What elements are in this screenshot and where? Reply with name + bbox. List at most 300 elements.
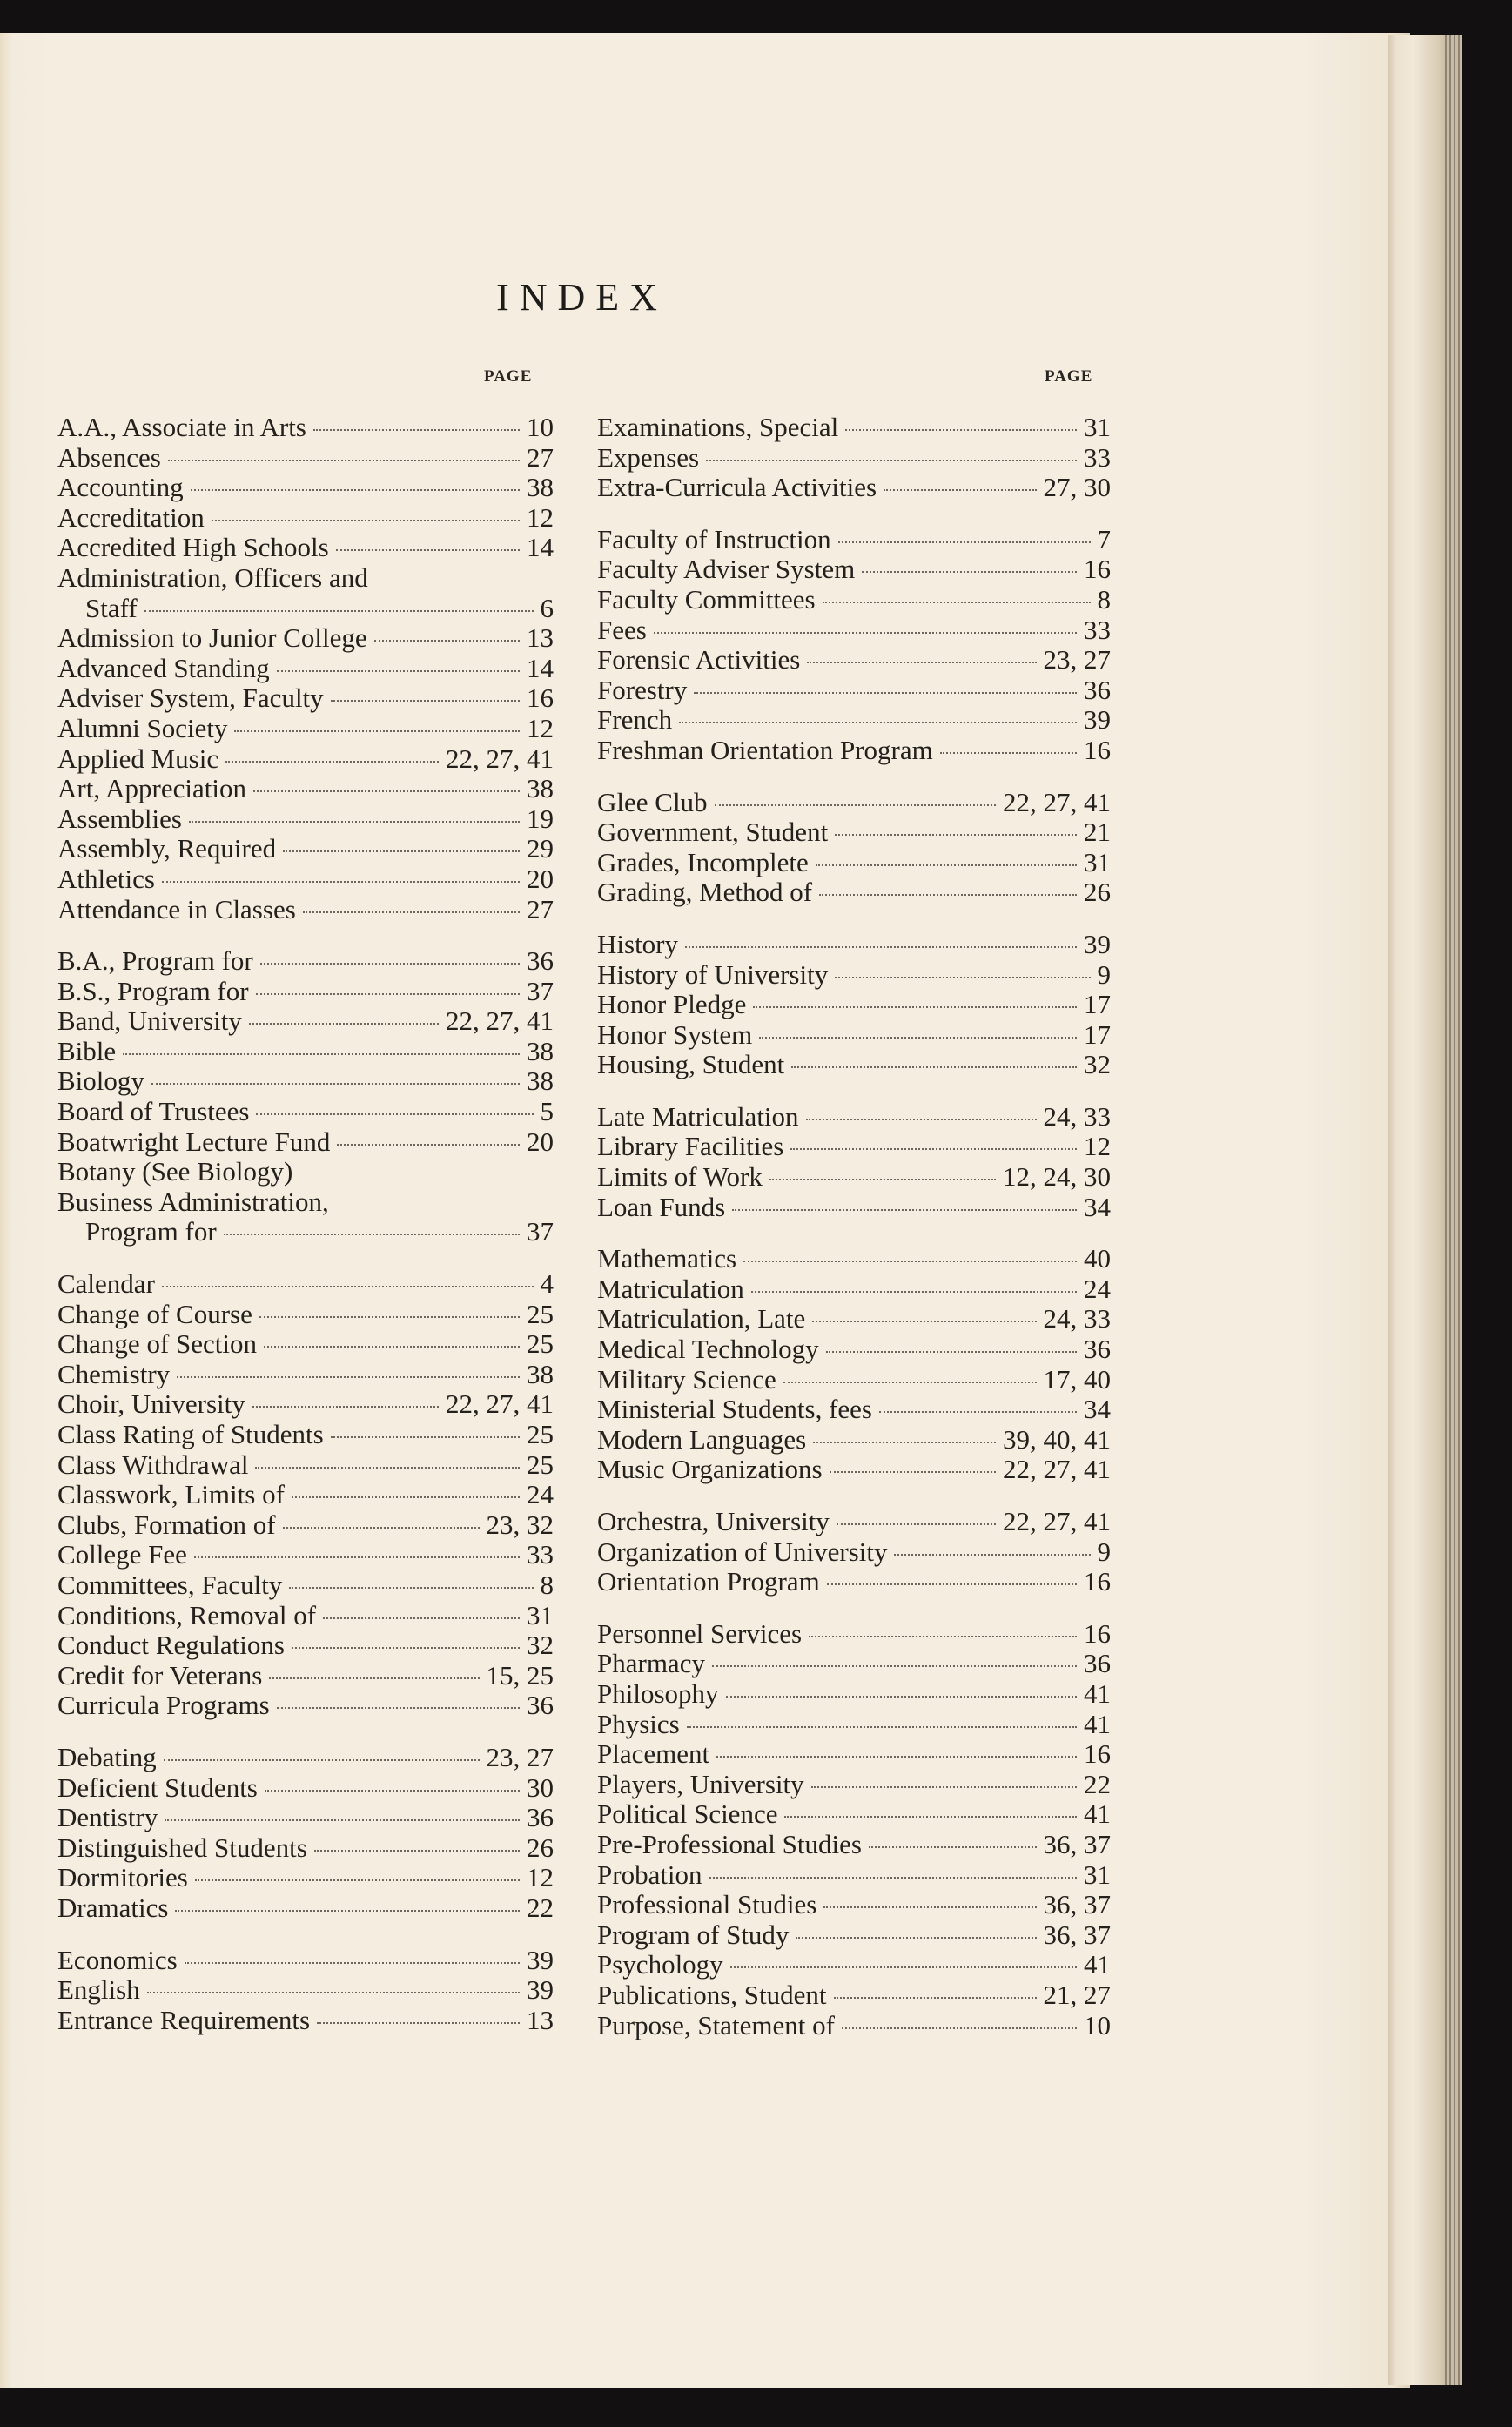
dot-leader	[225, 761, 439, 763]
index-entry	[597, 1619, 1111, 1650]
dot-leader	[812, 1321, 1036, 1322]
dot-leader	[687, 1726, 1077, 1728]
index-term: Philosophy	[597, 1677, 719, 1709]
index-term: Faculty Committees	[597, 583, 816, 615]
index-entry	[57, 503, 554, 534]
dot-leader	[283, 850, 520, 852]
index-entry	[57, 977, 554, 1007]
index-entry	[57, 1510, 554, 1541]
page-numbers: 25	[527, 1298, 554, 1329]
index-entry	[597, 1335, 1111, 1365]
index-term: Staff	[85, 592, 138, 623]
index-term: Organization of University	[597, 1536, 888, 1567]
dot-leader	[303, 911, 520, 913]
dot-leader	[283, 1527, 480, 1529]
index-letter-group	[597, 1507, 1111, 1597]
page-numbers: 38	[527, 1035, 554, 1066]
page-numbers: 27	[527, 441, 554, 473]
index-term: Grading, Method of	[597, 877, 813, 908]
page-numbers: 39, 40, 41	[1003, 1423, 1111, 1455]
index-term: Assemblies	[57, 803, 182, 834]
page-numbers: 32	[1084, 1049, 1111, 1080]
index-entry	[57, 1269, 554, 1300]
index-term: Psychology	[597, 1949, 723, 1980]
index-entry	[597, 1799, 1111, 1830]
index-term: Dramatics	[57, 1892, 169, 1923]
page-numbers: 12	[527, 1862, 554, 1893]
index-entry	[57, 1360, 554, 1390]
dot-leader	[862, 571, 1077, 573]
page-numbers: 39	[1084, 704, 1111, 736]
page-numbers: 12	[1084, 1131, 1111, 1162]
index-term: Late Matriculation	[597, 1100, 799, 1132]
page-numbers: 30	[527, 1772, 554, 1803]
index-term: B.A., Program for	[57, 945, 253, 977]
dot-leader	[743, 1261, 1077, 1262]
index-term: Distinguished Students	[57, 1832, 307, 1863]
index-term: Dormitories	[57, 1862, 188, 1893]
page-numbers: 32	[527, 1630, 554, 1661]
index-term: Conditions, Removal of	[57, 1599, 317, 1630]
index-term: Applied Music	[57, 743, 219, 774]
index-entry	[57, 413, 554, 443]
dot-leader	[191, 489, 520, 491]
index-entry	[597, 615, 1111, 646]
index-term: English	[57, 1974, 140, 2006]
page-numbers: 25	[527, 1419, 554, 1449]
page-numbers: 15, 25	[486, 1659, 554, 1691]
page-numbers: 33	[1084, 614, 1111, 645]
index-entry	[597, 413, 1111, 443]
page-numbers: 37	[527, 1216, 554, 1247]
dot-leader	[165, 1819, 520, 1821]
page-numbers: 4	[540, 1268, 554, 1300]
index-term: Deficient Students	[57, 1772, 258, 1803]
index-entry	[57, 744, 554, 775]
index-entry	[57, 1601, 554, 1631]
dot-leader	[845, 429, 1077, 431]
page-numbers: 9	[1097, 958, 1111, 990]
index-entry	[57, 1691, 554, 1721]
page-numbers: 24, 33	[1043, 1100, 1111, 1132]
index-term: Freshman Orientation Program	[597, 734, 933, 765]
index-entry	[597, 1679, 1111, 1710]
dot-leader	[256, 993, 520, 995]
dot-leader	[252, 1406, 439, 1408]
page-numbers: 14	[527, 532, 554, 563]
page-numbers: 22, 27, 41	[1003, 1454, 1111, 1485]
index-entry	[57, 443, 554, 474]
dot-leader	[726, 1696, 1077, 1698]
page-numbers: 22, 27, 41	[1003, 786, 1111, 817]
dot-leader	[813, 1442, 996, 1443]
page-numbers: 41	[1084, 1708, 1111, 1739]
dot-leader	[277, 1707, 520, 1709]
index-term: Botany (See Biology)	[57, 1156, 293, 1187]
index-term: Assembly, Required	[57, 833, 277, 864]
dot-leader	[331, 700, 520, 702]
dot-leader	[175, 1910, 520, 1912]
dot-leader	[269, 1677, 479, 1679]
index-term: Art, Appreciation	[57, 773, 246, 804]
index-entry	[57, 1480, 554, 1510]
page-numbers: 22, 27, 41	[446, 1388, 554, 1420]
dot-leader	[255, 1467, 520, 1469]
index-term: Players, University	[597, 1768, 804, 1799]
index-entry	[597, 990, 1111, 1020]
page-column-label-left: PAGE	[484, 367, 533, 386]
index-term: Faculty of Instruction	[597, 523, 831, 555]
page-numbers: 10	[1084, 2009, 1111, 2040]
page-numbers: 38	[527, 1358, 554, 1389]
index-term: Class Rating of Students	[57, 1419, 324, 1449]
index-entry	[57, 563, 554, 594]
index-term: Limits of Work	[597, 1161, 763, 1193]
dot-leader	[796, 1937, 1036, 1939]
page-numbers: 34	[1084, 1191, 1111, 1222]
index-term: Committees, Faculty	[57, 1569, 283, 1600]
page-numbers: 24	[527, 1479, 554, 1510]
dot-leader	[712, 1665, 1077, 1667]
index-term: Modern Languages	[597, 1423, 807, 1455]
dot-leader	[194, 1556, 520, 1558]
page-numbers: 24, 33	[1043, 1303, 1111, 1335]
index-term: Honor System	[597, 1019, 753, 1050]
index-entry	[597, 1649, 1111, 1679]
dot-leader	[264, 1346, 520, 1348]
index-term: Medical Technology	[597, 1334, 819, 1365]
index-term: Extra-Curricula Activities	[597, 472, 877, 503]
dot-leader	[164, 1759, 480, 1761]
dot-leader	[260, 963, 520, 965]
page-numbers: 36	[527, 1690, 554, 1721]
index-entry	[57, 864, 554, 895]
dot-leader	[313, 429, 520, 431]
index-entry	[57, 1743, 554, 1773]
page-numbers: 16	[1084, 554, 1111, 585]
index-letter-group	[597, 525, 1111, 766]
index-term: Conduct Regulations	[57, 1630, 285, 1661]
index-term: Chemistry	[57, 1358, 171, 1389]
index-term: Change of Section	[57, 1328, 258, 1360]
index-term: Accredited High Schools	[57, 532, 329, 563]
index-term: Attendance in Classes	[57, 893, 296, 924]
page-numbers: 23, 32	[486, 1509, 554, 1540]
index-entry	[57, 714, 554, 744]
index-entry	[57, 804, 554, 835]
dot-leader	[753, 1006, 1077, 1008]
page-numbers: 6	[540, 592, 554, 623]
index-entry	[597, 1050, 1111, 1080]
page-numbers: 25	[527, 1328, 554, 1360]
page-numbers: 9	[1097, 1536, 1111, 1567]
dot-leader	[835, 977, 1090, 978]
dot-leader	[265, 1790, 520, 1792]
index-term: Administration, Officers and	[57, 561, 368, 593]
page-numbers: 22, 27, 41	[446, 1005, 554, 1037]
dot-leader	[185, 1962, 520, 1964]
index-entry	[597, 1507, 1111, 1537]
dot-leader	[337, 1144, 520, 1146]
dot-leader	[224, 1234, 520, 1235]
index-term: Biology	[57, 1066, 144, 1097]
dot-leader	[277, 670, 520, 672]
index-entry	[597, 555, 1111, 585]
dot-leader	[842, 2027, 1077, 2029]
index-entry	[57, 2006, 554, 2036]
page-numbers: 12	[527, 501, 554, 533]
index-term: Pharmacy	[597, 1648, 705, 1679]
page-numbers: 27	[527, 893, 554, 924]
index-entry	[57, 1097, 554, 1127]
dot-leader	[783, 1382, 1037, 1383]
index-entry	[597, 817, 1111, 848]
page-numbers: 36	[1084, 1334, 1111, 1365]
index-term: Orchestra, University	[597, 1506, 830, 1536]
index-entry	[597, 930, 1111, 960]
index-term: Expenses	[597, 441, 700, 473]
index-entry	[57, 1833, 554, 1864]
index-entry	[57, 834, 554, 864]
page-numbers: 10	[527, 412, 554, 442]
index-entry	[597, 1980, 1111, 2011]
index-entry	[57, 594, 554, 624]
dot-leader	[709, 1877, 1077, 1879]
dot-leader	[259, 1316, 520, 1318]
dot-leader	[809, 1636, 1077, 1637]
index-entry	[57, 623, 554, 654]
index-entry	[57, 1300, 554, 1330]
index-term: Economics	[57, 1944, 178, 1975]
dot-leader	[249, 1023, 439, 1025]
index-entry	[57, 1661, 554, 1691]
index-term: Fees	[597, 614, 647, 645]
dot-leader	[706, 460, 1077, 461]
dot-leader	[837, 1523, 996, 1525]
index-entry	[597, 1365, 1111, 1395]
page-numbers: 36, 37	[1043, 1889, 1111, 1920]
index-entry	[597, 1710, 1111, 1740]
index-term: Mathematics	[597, 1243, 737, 1274]
index-letter-group	[597, 1244, 1111, 1485]
index-term: Debating	[57, 1741, 157, 1772]
index-entry	[597, 1567, 1111, 1597]
index-term: Clubs, Formation of	[57, 1509, 276, 1540]
index-entry	[597, 1425, 1111, 1456]
dot-leader	[940, 752, 1077, 754]
dot-leader	[894, 1554, 1090, 1556]
page-column-label-right: PAGE	[1045, 367, 1093, 386]
dot-leader	[751, 1291, 1077, 1293]
page-numbers: 17	[1084, 1019, 1111, 1050]
index-letter-group	[597, 1619, 1111, 2040]
dot-leader	[807, 662, 1036, 663]
index-entry	[57, 1863, 554, 1893]
index-term: Orientation Program	[597, 1566, 820, 1597]
index-letter-group	[57, 1946, 554, 2036]
page-numbers: 20	[527, 863, 554, 894]
page-numbers: 36	[1084, 1648, 1111, 1679]
dot-leader	[253, 790, 520, 792]
dot-leader	[732, 1209, 1077, 1211]
index-term: Publications, Student	[597, 1979, 827, 2010]
page-numbers: 19	[527, 803, 554, 834]
dot-leader	[730, 1966, 1077, 1968]
dot-leader	[256, 1113, 533, 1115]
index-term: Advanced Standing	[57, 652, 270, 683]
index-term: Absences	[57, 441, 161, 473]
index-term: Pre-Professional Studies	[597, 1828, 862, 1859]
index-term: College Fee	[57, 1539, 187, 1570]
index-term: Probation	[597, 1859, 702, 1890]
page-numbers: 13	[527, 2004, 554, 2035]
page-numbers: 37	[527, 975, 554, 1006]
page-numbers: 41	[1084, 1677, 1111, 1709]
page-numbers: 21	[1084, 817, 1111, 848]
index-entry	[597, 705, 1111, 736]
index-letter-group	[57, 1743, 554, 1924]
page-numbers: 22, 27, 41	[1003, 1506, 1111, 1536]
index-entry	[57, 895, 554, 925]
page-numbers: 33	[527, 1539, 554, 1570]
index-term: Personnel Services	[597, 1617, 803, 1649]
page-numbers: 29	[527, 833, 554, 864]
index-entry	[57, 1630, 554, 1661]
dot-leader	[838, 541, 1091, 543]
page-numbers: 38	[527, 773, 554, 804]
index-entry	[57, 1389, 554, 1420]
page-numbers: 22	[1084, 1768, 1111, 1799]
index-term: Professional Studies	[597, 1889, 817, 1920]
dot-leader	[147, 1992, 520, 1993]
index-entry	[57, 1975, 554, 2006]
index-term: Change of Course	[57, 1298, 252, 1329]
dot-leader	[835, 834, 1077, 836]
index-entry	[597, 788, 1111, 818]
dot-leader	[715, 804, 996, 806]
index-entry	[597, 1244, 1111, 1274]
index-entry	[57, 1893, 554, 1924]
page-numbers: 38	[527, 472, 554, 503]
page-numbers: 16	[1084, 1617, 1111, 1649]
dot-leader	[144, 610, 534, 612]
index-entry	[597, 1132, 1111, 1162]
index-entry	[597, 645, 1111, 676]
index-term: Athletics	[57, 863, 155, 894]
dot-leader	[168, 460, 520, 461]
index-entry	[57, 533, 554, 563]
page-numbers: 8	[1097, 583, 1111, 615]
dot-leader	[189, 821, 520, 823]
index-entry	[597, 1537, 1111, 1568]
page-numbers: 31	[1084, 412, 1111, 442]
index-entry	[57, 654, 554, 684]
page-numbers: 31	[527, 1599, 554, 1630]
dot-leader	[679, 722, 1077, 723]
dot-leader	[331, 1436, 520, 1438]
index-term: Loan Funds	[597, 1191, 726, 1222]
page-numbers: 20	[527, 1126, 554, 1157]
index-entry	[57, 1127, 554, 1158]
page-numbers: 21, 27	[1043, 1979, 1111, 2010]
dot-leader	[317, 2022, 520, 2024]
index-entry	[57, 1187, 554, 1218]
dot-leader	[819, 894, 1077, 896]
page-numbers: 39	[1084, 928, 1111, 959]
index-term: Matriculation	[597, 1273, 744, 1304]
index-letter-group	[57, 413, 554, 924]
page-numbers: 23, 27	[1043, 644, 1111, 676]
index-term: Program of Study	[597, 1919, 790, 1950]
index-entry	[597, 1395, 1111, 1425]
index-term: Ministerial Students, fees	[597, 1394, 872, 1425]
dot-leader	[869, 1846, 1037, 1848]
index-entry	[57, 1006, 554, 1037]
index-entry	[597, 1950, 1111, 1980]
index-entry	[597, 1920, 1111, 1951]
page-numbers: 34	[1084, 1394, 1111, 1425]
dot-leader	[685, 946, 1077, 948]
dot-leader	[234, 730, 520, 732]
index-entry	[57, 1540, 554, 1570]
index-entry	[597, 2011, 1111, 2041]
page-numbers: 36	[527, 945, 554, 977]
index-entry	[597, 1102, 1111, 1133]
page-numbers: 33	[1084, 441, 1111, 473]
page-numbers: 12, 24, 30	[1003, 1161, 1111, 1193]
dot-leader	[790, 1148, 1077, 1150]
index-term: Honor Pledge	[597, 989, 747, 1020]
page-numbers: 5	[540, 1096, 554, 1127]
dot-leader	[374, 640, 520, 642]
index-term: History	[597, 928, 678, 959]
dot-leader	[177, 1376, 520, 1378]
dot-leader	[791, 1066, 1077, 1068]
index-term: Forensic Activities	[597, 644, 801, 676]
page-numbers: 8	[540, 1569, 554, 1600]
dot-leader	[694, 692, 1077, 694]
index-entry	[57, 774, 554, 804]
index-term: Classwork, Limits of	[57, 1479, 285, 1510]
dot-leader	[323, 1617, 520, 1619]
index-term: Political Science	[597, 1798, 778, 1830]
index-column-right	[597, 413, 1111, 2062]
dot-leader	[151, 1083, 520, 1085]
index-entry	[597, 1770, 1111, 1800]
index-term: Government, Student	[597, 817, 829, 848]
index-term: Dentistry	[57, 1802, 158, 1833]
index-term: Bible	[57, 1035, 117, 1066]
index-term: Board of Trustees	[57, 1096, 250, 1127]
index-entry	[57, 1946, 554, 1976]
index-entry	[57, 1420, 554, 1450]
page-numbers: 13	[527, 622, 554, 654]
page-numbers: 36, 37	[1043, 1919, 1111, 1950]
page-numbers: 38	[527, 1066, 554, 1097]
index-term: Entrance Requirements	[57, 2004, 311, 2035]
index-term: Military Science	[597, 1363, 776, 1395]
dot-leader	[289, 1587, 533, 1589]
index-entry	[597, 1890, 1111, 1920]
dot-leader	[716, 1756, 1077, 1758]
page-numbers: 16	[1084, 1566, 1111, 1597]
dot-leader	[784, 1816, 1077, 1818]
page-numbers: 14	[527, 652, 554, 683]
page-numbers: 24	[1084, 1273, 1111, 1304]
index-column-left	[57, 413, 554, 2057]
dot-leader	[834, 1997, 1037, 1999]
dot-leader	[212, 520, 520, 521]
